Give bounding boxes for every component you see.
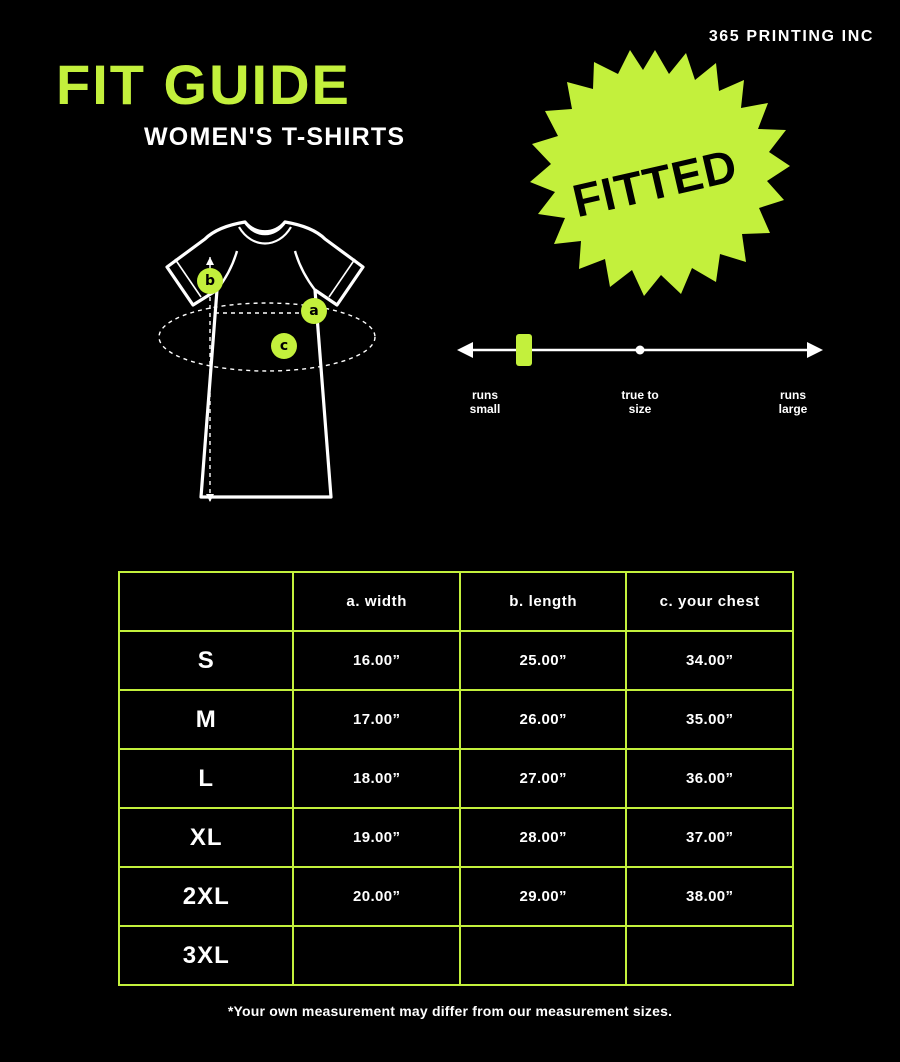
- cell-size: XL: [119, 808, 293, 867]
- cell-length: 29.00”: [460, 867, 627, 926]
- cell-size: L: [119, 749, 293, 808]
- scale-label-runs-small: runs small: [469, 388, 501, 417]
- header-cell-length: b. length: [460, 572, 627, 631]
- cell-chest: [626, 926, 793, 985]
- header-cell-size: [119, 572, 293, 631]
- cell-length: 28.00”: [460, 808, 627, 867]
- scale-label-runs-large: runs large: [778, 388, 808, 417]
- cell-size: S: [119, 631, 293, 690]
- scale-label-true-to-size: true to size: [621, 388, 659, 417]
- header-cell-chest: c. your chest: [626, 572, 793, 631]
- cell-chest: 37.00”: [626, 808, 793, 867]
- cell-width: 16.00”: [293, 631, 460, 690]
- marker-badge-c: c: [271, 333, 297, 359]
- cell-size: 2XL: [119, 867, 293, 926]
- cell-width: [293, 926, 460, 985]
- cell-length: 26.00”: [460, 690, 627, 749]
- page-subtitle: WOMEN'S T-SHIRTS: [144, 123, 406, 151]
- fit-scale: [455, 330, 825, 370]
- marker-badge-a: a: [301, 298, 327, 324]
- scale-right-arrow-icon: [807, 342, 823, 358]
- table-row: [119, 690, 793, 749]
- page-title: FIT GUIDE: [56, 53, 351, 116]
- cell-chest: 36.00”: [626, 749, 793, 808]
- marker-badge-b: b: [197, 268, 223, 294]
- header-cell-width: a. width: [293, 572, 460, 631]
- tshirt-outline-icon: [105, 205, 425, 525]
- fitted-stamp-label: FITTED: [567, 138, 743, 228]
- size-chart-table: [118, 571, 794, 986]
- brand-label: 365 PRINTING INC: [708, 28, 874, 45]
- scale-center-dot-icon: [636, 346, 645, 355]
- cell-width: 20.00”: [293, 867, 460, 926]
- cell-chest: 38.00”: [626, 867, 793, 926]
- table-header-row: [119, 572, 793, 631]
- cell-length: 27.00”: [460, 749, 627, 808]
- cell-size: M: [119, 690, 293, 749]
- table-row: [119, 926, 793, 985]
- scale-left-arrow-icon: [457, 342, 473, 358]
- cell-chest: 35.00”: [626, 690, 793, 749]
- footnote: *Your own measurement may differ from our measurement sizes.: [227, 1003, 673, 1019]
- table-row: [119, 808, 793, 867]
- fit-scale-labels: [440, 388, 840, 428]
- cell-width: 17.00”: [293, 690, 460, 749]
- cell-chest: 34.00”: [626, 631, 793, 690]
- scale-marker: [516, 334, 532, 366]
- cell-length: [460, 926, 627, 985]
- cell-length: 25.00”: [460, 631, 627, 690]
- cell-size: 3XL: [119, 926, 293, 985]
- tshirt-diagram: [105, 205, 425, 525]
- cell-width: 19.00”: [293, 808, 460, 867]
- cell-width: 18.00”: [293, 749, 460, 808]
- table-row: [119, 631, 793, 690]
- fitted-starburst-icon: [520, 48, 790, 318]
- table-row: [119, 867, 793, 926]
- table-row: [119, 749, 793, 808]
